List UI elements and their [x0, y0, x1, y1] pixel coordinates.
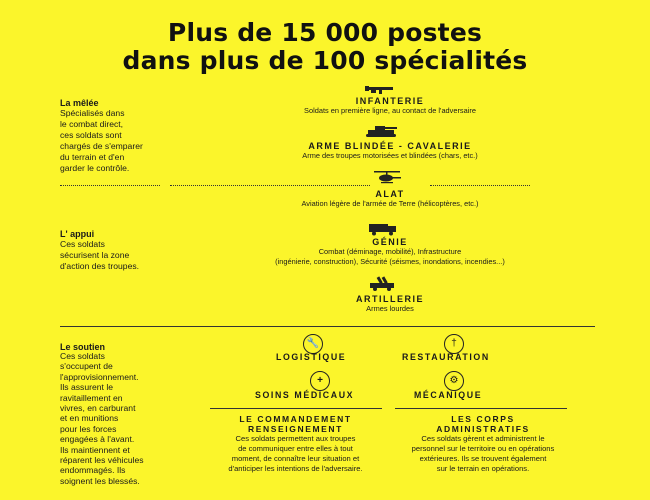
- branch-desc-1: Combat (déminage, mobilité), Infrastructure: [318, 247, 462, 256]
- branch-infanterie: [190, 96, 590, 116]
- gears-icon: ⚙: [444, 371, 464, 391]
- helicopter-icon: [372, 170, 402, 188]
- wrench-icon: 🔧: [303, 334, 323, 354]
- item-soins-medicaux: SOINS MÉDICAUX: [255, 390, 355, 400]
- branch-desc-2: (ingénierie, construction), Sécurité (séismes, inondations, incendies...): [275, 257, 505, 266]
- page-title-line-1: Plus de 15 000 postes: [167, 18, 483, 47]
- tank-icon: [365, 124, 399, 138]
- section-heading-soutien: Le soutien: [60, 342, 106, 352]
- item-mecanique: MÉCANIQUE: [414, 390, 483, 400]
- branch-name: INFANTERIE: [355, 96, 425, 106]
- medical-cross-icon: +: [310, 371, 330, 391]
- column-heading-2: RENSEIGNEMENT: [248, 424, 343, 434]
- divider: [395, 408, 567, 409]
- column-heading-2: ADMINISTRATIFS: [436, 424, 530, 434]
- branch-artillerie: [190, 294, 590, 314]
- section-heading-melee: La mêlée: [60, 98, 99, 108]
- divider: [170, 185, 370, 186]
- section-body-soutien: Ces soldats s'occupent de l'approvisionnement. Ils assurent le ravitaillement en vivres, en carburant et en munitions pour les forces engagées à l'avant. Ils maintiennent et réparent les véhicules endommagés. Ils soignent les blessés.: [60, 351, 144, 486]
- column-corps-administratifs: LES CORPS ADMINISTRATIFS Ces soldats gèrent et administrent le personnel sur le territoire ou en opérations extérieures. Ils se trouvent également sur le terrain en opérations.: [393, 414, 573, 474]
- section-body-melee: Spécialisés dans le combat direct, ces soldats sont chargés de s'emparer du terrain et d'en garder le contrôle.: [60, 108, 143, 173]
- divider: [60, 185, 160, 186]
- branch-desc: Aviation légère de l'armée de Terre (hélicoptères, etc.): [301, 199, 479, 208]
- branch-name: ARME BLINDÉE - CAVALERIE: [308, 141, 472, 151]
- branch-alat: [190, 189, 590, 209]
- divider: [430, 185, 530, 186]
- item-logistique: LOGISTIQUE: [276, 352, 347, 362]
- artillery-icon: [368, 276, 398, 292]
- rifle-icon: [365, 83, 397, 95]
- branch-name: ALAT: [375, 189, 405, 199]
- page-title-line-2: dans plus de 100 spécialités: [122, 46, 528, 75]
- branch-desc: Armes lourdes: [366, 304, 414, 313]
- branch-arme-blindee: [190, 141, 590, 161]
- section-body-appui: Ces soldats sécurisent la zone d'action des troupes.: [60, 239, 140, 271]
- item-restauration: RESTAURATION: [402, 352, 490, 362]
- column-heading-1: LE COMMANDEMENT: [239, 414, 352, 424]
- branch-genie: [190, 237, 590, 267]
- branch-desc: Arme des troupes motorisées et blindées (chars, etc.): [302, 151, 478, 160]
- branch-desc: Soldats en première ligne, au contact de l'adversaire: [304, 106, 476, 115]
- column-heading-1: LES CORPS: [451, 414, 515, 424]
- section-heading-appui: L' appui: [60, 229, 95, 239]
- divider: [210, 408, 382, 409]
- truck-icon: [368, 222, 398, 236]
- branch-name: GÉNIE: [372, 237, 408, 247]
- cutlery-icon: †: [444, 334, 464, 354]
- divider: [60, 326, 595, 327]
- branch-name: ARTILLERIE: [356, 294, 424, 304]
- column-commandement: LE COMMANDEMENT RENSEIGNEMENT Ces soldats permettent aux troupes de communiquer entre elles à tout moment, de connaître leur situation et d'anticiper les intentions de l'adversaire.: [198, 414, 393, 474]
